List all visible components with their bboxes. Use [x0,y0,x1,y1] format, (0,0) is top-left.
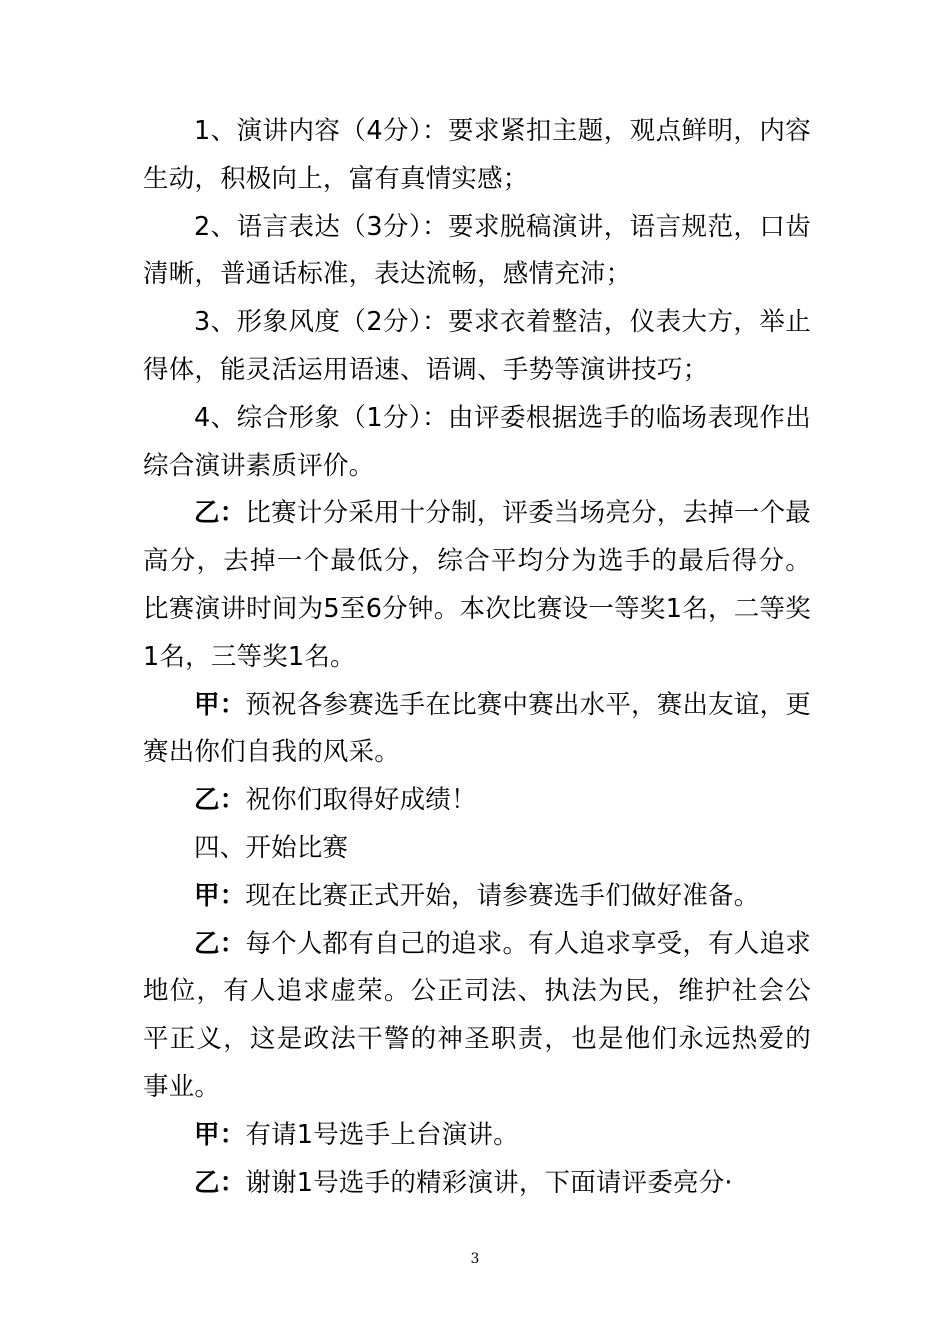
paragraph-criteria-3 [143,299,811,395]
section-heading-start-competition [143,825,811,873]
paragraph-text: 现在比赛正式开始，请参赛选手们做好准备。 [245,880,760,911]
speaker-label: 甲： [194,880,246,911]
paragraph-criteria-2 [143,204,811,300]
speaker-label: 甲： [194,689,246,720]
paragraph-text: 预祝各参赛选手在比赛中赛出水平，赛出友谊，更赛出你们自我的风采。 [143,689,811,768]
paragraph-pursuit [143,921,811,1112]
paragraph-text: 有请1号选手上台演讲。 [245,1119,519,1150]
paragraph-text: 2、语言表达（3分）：要求脱稿演讲，语言规范，口齿清晰，普通话标准，表达流畅，感情充沛； [143,211,811,290]
paragraph-invite-contestant [143,1112,811,1160]
paragraph-thanks-contestant [143,1160,811,1208]
page-number: 3 [470,1251,480,1267]
speaker-label: 乙： [194,498,246,529]
paragraph-text: 4、综合形象（1分）：由评委根据选手的临场表现作出综合演讲素质评价。 [143,402,811,481]
paragraph-text: 3、形象风度（2分）：要求衣着整洁，仪表大方，举止得体，能灵活运用语速、语调、手势等演讲技巧； [143,307,811,385]
paragraph-text: 比赛计分采用十分制，评委当场亮分，去掉一个最高分，去掉一个最低分，综合平均分为选手的最后得分。比赛演讲时间为5至6分钟。本次比赛设一等奖1名，二等奖1名，三等奖1名。 [143,498,811,672]
document-body [143,108,811,1207]
paragraph-criteria-4 [143,395,811,491]
speaker-label: 乙： [194,785,246,816]
paragraph-good-luck [143,777,811,825]
speaker-label: 甲： [194,1119,246,1150]
paragraph-text: 每个人都有自己的追求。有人追求享受，有人追求地位，有人追求虚荣。公正司法、执法为民，维护社会公平正义，这是政法干警的神圣职责，也是他们永远热爱的事业。 [143,928,811,1102]
paragraph-text: 四、开始比赛 [194,832,349,863]
paragraph-text: 祝你们取得好成绩！ [245,785,477,816]
paragraph-criteria-1 [143,108,811,204]
paragraph-text: 谢谢1号选手的精彩演讲，下面请评委亮分· [245,1167,733,1198]
paragraph-start-announcement [143,873,811,921]
speaker-label: 乙： [194,1167,246,1198]
paragraph-wishes [143,682,811,778]
speaker-label: 乙： [194,928,246,959]
paragraph-scoring-rules [143,490,811,681]
paragraph-text: 1、演讲内容（4分）：要求紧扣主题，观点鲜明，内容生动，积极向上，富有真情实感； [143,116,811,194]
